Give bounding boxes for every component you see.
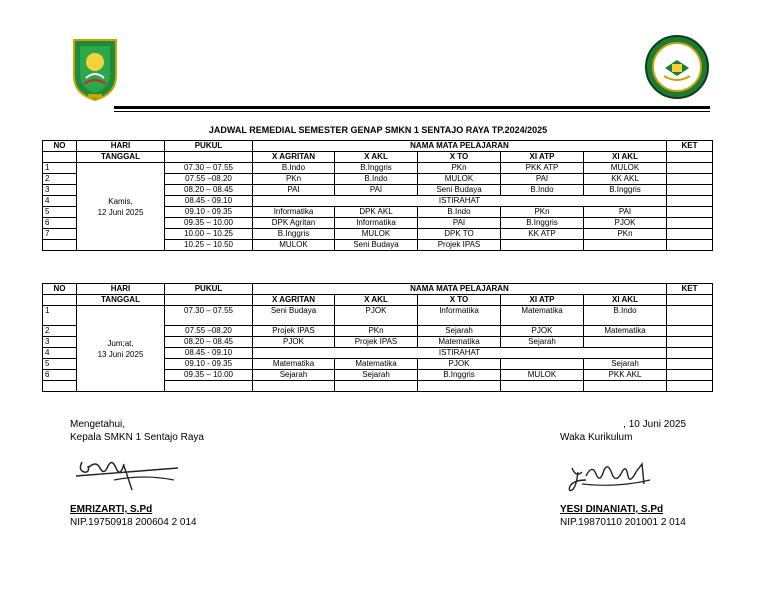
subject-cell: PAI xyxy=(253,185,335,196)
row-number: 3 xyxy=(43,337,77,348)
subject-cell: PJOK xyxy=(253,337,335,348)
header-pukul: PUKUL xyxy=(165,141,253,152)
principal-nip: NIP.19750918 200604 2 014 xyxy=(70,517,197,528)
header-tanggal: TANGGAL xyxy=(77,152,165,163)
subject-cell: MULOK xyxy=(584,163,667,174)
ket-cell xyxy=(667,306,713,326)
time-slot: 09.10 - 09.35 xyxy=(165,359,253,370)
subject-cell: Matematika xyxy=(253,359,335,370)
row-number: 1 xyxy=(43,306,77,326)
subject-cell: Sejarah xyxy=(253,370,335,381)
subject-cell: PKn xyxy=(253,174,335,185)
time-slot: 08.20 – 08.45 xyxy=(165,185,253,196)
subject-cell: KK ATP xyxy=(501,229,584,240)
subject-cell: B.Inggris xyxy=(501,218,584,229)
ket-cell xyxy=(667,196,713,207)
time-slot: 08.20 – 08.45 xyxy=(165,337,253,348)
header-class: XI ATP xyxy=(501,152,584,163)
table-row xyxy=(43,163,713,174)
subject-cell: MULOK xyxy=(501,370,584,381)
subject-cell xyxy=(584,240,667,251)
vice-principal-nip: NIP.19870110 201001 2 014 xyxy=(560,517,686,528)
row-number: 6 xyxy=(43,370,77,381)
time-slot: 08.45 - 09.10 xyxy=(165,196,253,207)
row-number: 6 xyxy=(43,218,77,229)
time-slot: 10.00 – 10.25 xyxy=(165,229,253,240)
subject-cell: PJOK xyxy=(418,359,501,370)
row-number: 4 xyxy=(43,196,77,207)
subject-cell: B.Indo xyxy=(584,306,667,326)
header-class: X AGRITAN xyxy=(253,152,335,163)
table-row xyxy=(43,306,713,326)
subject-cell: Sejarah xyxy=(501,337,584,348)
header-no: NO xyxy=(43,141,77,152)
row-number: 2 xyxy=(43,174,77,185)
row-number xyxy=(43,240,77,251)
ket-cell xyxy=(667,370,713,381)
row-number: 5 xyxy=(43,207,77,218)
subject-cell: PAI xyxy=(418,218,501,229)
subject-cell: DPK Agritan xyxy=(253,218,335,229)
schedule-body-day1 xyxy=(43,163,713,251)
break-cell: ISTIRAHAT xyxy=(253,196,667,207)
subject-cell: MULOK xyxy=(335,229,418,240)
day-name: Kamis, xyxy=(108,196,133,206)
header-ket: KET xyxy=(667,284,713,295)
subject-cell: PJOK xyxy=(584,218,667,229)
vice-principal-title: Waka Kurikulum xyxy=(560,432,633,443)
subject-cell: B.Indo xyxy=(253,163,335,174)
time-slot: 08.45 - 09.10 xyxy=(165,348,253,359)
provincial-emblem-logo xyxy=(70,36,120,102)
subject-cell: PAI xyxy=(501,174,584,185)
header-class: X AKL xyxy=(335,152,418,163)
subject-cell: B.Inggris xyxy=(584,185,667,196)
ket-cell xyxy=(667,337,713,348)
subject-cell: Sejarah xyxy=(584,359,667,370)
subject-cell: DPK AKL xyxy=(335,207,418,218)
header-nama-mapel: NAMA MATA PELAJARAN xyxy=(253,141,667,152)
time-slot: 07.30 – 07.55 xyxy=(165,306,253,326)
subject-cell: MULOK xyxy=(253,240,335,251)
schedule-table-day2 xyxy=(42,283,713,392)
time-slot xyxy=(165,381,253,392)
ket-cell xyxy=(667,348,713,359)
subject-cell: Sejarah xyxy=(418,326,501,337)
header-class: X TO xyxy=(418,295,501,306)
subject-cell: PKn xyxy=(501,207,584,218)
ket-cell xyxy=(667,240,713,251)
subject-cell xyxy=(418,381,501,392)
acknowledged-label: Mengetahui, xyxy=(70,419,126,430)
subject-cell: Seni Budaya xyxy=(253,306,335,326)
time-slot: 07.55 –08.20 xyxy=(165,326,253,337)
day-name: Jum;at, xyxy=(107,338,134,348)
header-no: NO xyxy=(43,284,77,295)
subject-cell xyxy=(253,381,335,392)
subject-cell: PKn xyxy=(335,326,418,337)
subject-cell: Matematika xyxy=(335,359,418,370)
time-slot: 07.55 –08.20 xyxy=(165,174,253,185)
vice-principal-signature xyxy=(566,458,658,501)
row-number: 4 xyxy=(43,348,77,359)
vice-principal-name: YESI DINANIATI, S.Pd xyxy=(560,504,664,515)
header-class: XI AKL xyxy=(584,295,667,306)
header-class: X AGRITAN xyxy=(253,295,335,306)
ket-cell xyxy=(667,381,713,392)
subject-cell: Informatika xyxy=(253,207,335,218)
header-ket: KET xyxy=(667,141,713,152)
subject-cell: MULOK xyxy=(418,174,501,185)
header-tanggal: TANGGAL xyxy=(77,295,165,306)
subject-cell: PKn xyxy=(584,229,667,240)
header-class: X TO xyxy=(418,152,501,163)
time-slot: 07.30 – 07.55 xyxy=(165,163,253,174)
ket-cell xyxy=(667,218,713,229)
subject-cell: Seni Budaya xyxy=(418,185,501,196)
schedule-body-day2 xyxy=(43,306,713,392)
school-seal-logo xyxy=(644,34,710,100)
ket-cell xyxy=(667,163,713,174)
header-hari: HARI xyxy=(77,141,165,152)
principal-name: EMRIZARTI, S.Pd xyxy=(70,504,153,515)
signatory-left xyxy=(70,503,197,529)
row-number: 5 xyxy=(43,359,77,370)
header-rule-thin xyxy=(114,111,710,112)
subject-cell: Matematika xyxy=(418,337,501,348)
subject-cell: B.Inggris xyxy=(253,229,335,240)
header-class: X AKL xyxy=(335,295,418,306)
header-class: XI ATP xyxy=(501,295,584,306)
subject-cell xyxy=(584,337,667,348)
subject-cell: Informatika xyxy=(335,218,418,229)
subject-cell: Projek IPAS xyxy=(335,337,418,348)
signatory-right xyxy=(560,503,686,529)
subject-cell: PKK AKL xyxy=(584,370,667,381)
ket-cell xyxy=(667,185,713,196)
header-nama-mapel: NAMA MATA PELAJARAN xyxy=(253,284,667,295)
subject-cell: KK AKL xyxy=(584,174,667,185)
subject-cell: PKn xyxy=(418,163,501,174)
time-slot: 10.25 – 10.50 xyxy=(165,240,253,251)
document-title: JADWAL REMEDIAL SEMESTER GENAP SMKN 1 SENTAJO RAYA TP.2024/2025 xyxy=(208,125,548,135)
date-label: 12 Juni 2025 xyxy=(97,207,144,217)
subject-cell: Informatika xyxy=(418,306,501,326)
subject-cell: B.Indo xyxy=(335,174,418,185)
row-number xyxy=(43,381,77,392)
subject-cell: B.Indo xyxy=(418,207,501,218)
row-number: 2 xyxy=(43,326,77,337)
ket-cell xyxy=(667,174,713,185)
header-pukul: PUKUL xyxy=(165,284,253,295)
subject-cell: Projek IPAS xyxy=(418,240,501,251)
break-cell: ISTIRAHAT xyxy=(253,348,667,359)
time-slot: 09.35 – 10.00 xyxy=(165,218,253,229)
subject-cell: Matematika xyxy=(501,306,584,326)
day-date-cell xyxy=(77,306,165,392)
subject-cell: PAI xyxy=(584,207,667,218)
subject-cell: Seni Budaya xyxy=(335,240,418,251)
subject-cell: Projek IPAS xyxy=(253,326,335,337)
row-number: 7 xyxy=(43,229,77,240)
day-date-cell xyxy=(77,163,165,251)
subject-cell xyxy=(335,381,418,392)
signature-block-right xyxy=(560,418,700,444)
ket-cell xyxy=(667,207,713,218)
signing-date: , 10 Juni 2025 xyxy=(623,419,686,430)
signature-block-left xyxy=(70,418,204,444)
header-class: XI AKL xyxy=(584,152,667,163)
header-hari: HARI xyxy=(77,284,165,295)
subject-cell: Sejarah xyxy=(335,370,418,381)
subject-cell xyxy=(501,240,584,251)
row-number: 1 xyxy=(43,163,77,174)
subject-cell xyxy=(501,359,584,370)
time-slot: 09.10 - 09.35 xyxy=(165,207,253,218)
subject-cell: Matematika xyxy=(584,326,667,337)
subject-cell: B.Indo xyxy=(501,185,584,196)
subject-cell: B.Inggris xyxy=(418,370,501,381)
ket-cell xyxy=(667,359,713,370)
subject-cell: B.Inggris xyxy=(335,163,418,174)
subject-cell: PAI xyxy=(335,185,418,196)
date-label: 13 Juni 2025 xyxy=(97,349,144,359)
ket-cell xyxy=(667,229,713,240)
subject-cell: PKK ATP xyxy=(501,163,584,174)
subject-cell: PJOK xyxy=(501,326,584,337)
principal-title: Kepala SMKN 1 Sentajo Raya xyxy=(70,432,204,443)
subject-cell: DPK TO xyxy=(418,229,501,240)
header-rule xyxy=(114,106,710,109)
subject-cell xyxy=(501,381,584,392)
principal-signature xyxy=(74,450,184,501)
time-slot: 09.35 – 10.00 xyxy=(165,370,253,381)
schedule-table-day1 xyxy=(42,140,713,251)
ket-cell xyxy=(667,326,713,337)
row-number: 3 xyxy=(43,185,77,196)
subject-cell xyxy=(584,381,667,392)
subject-cell: PJOK xyxy=(335,306,418,326)
